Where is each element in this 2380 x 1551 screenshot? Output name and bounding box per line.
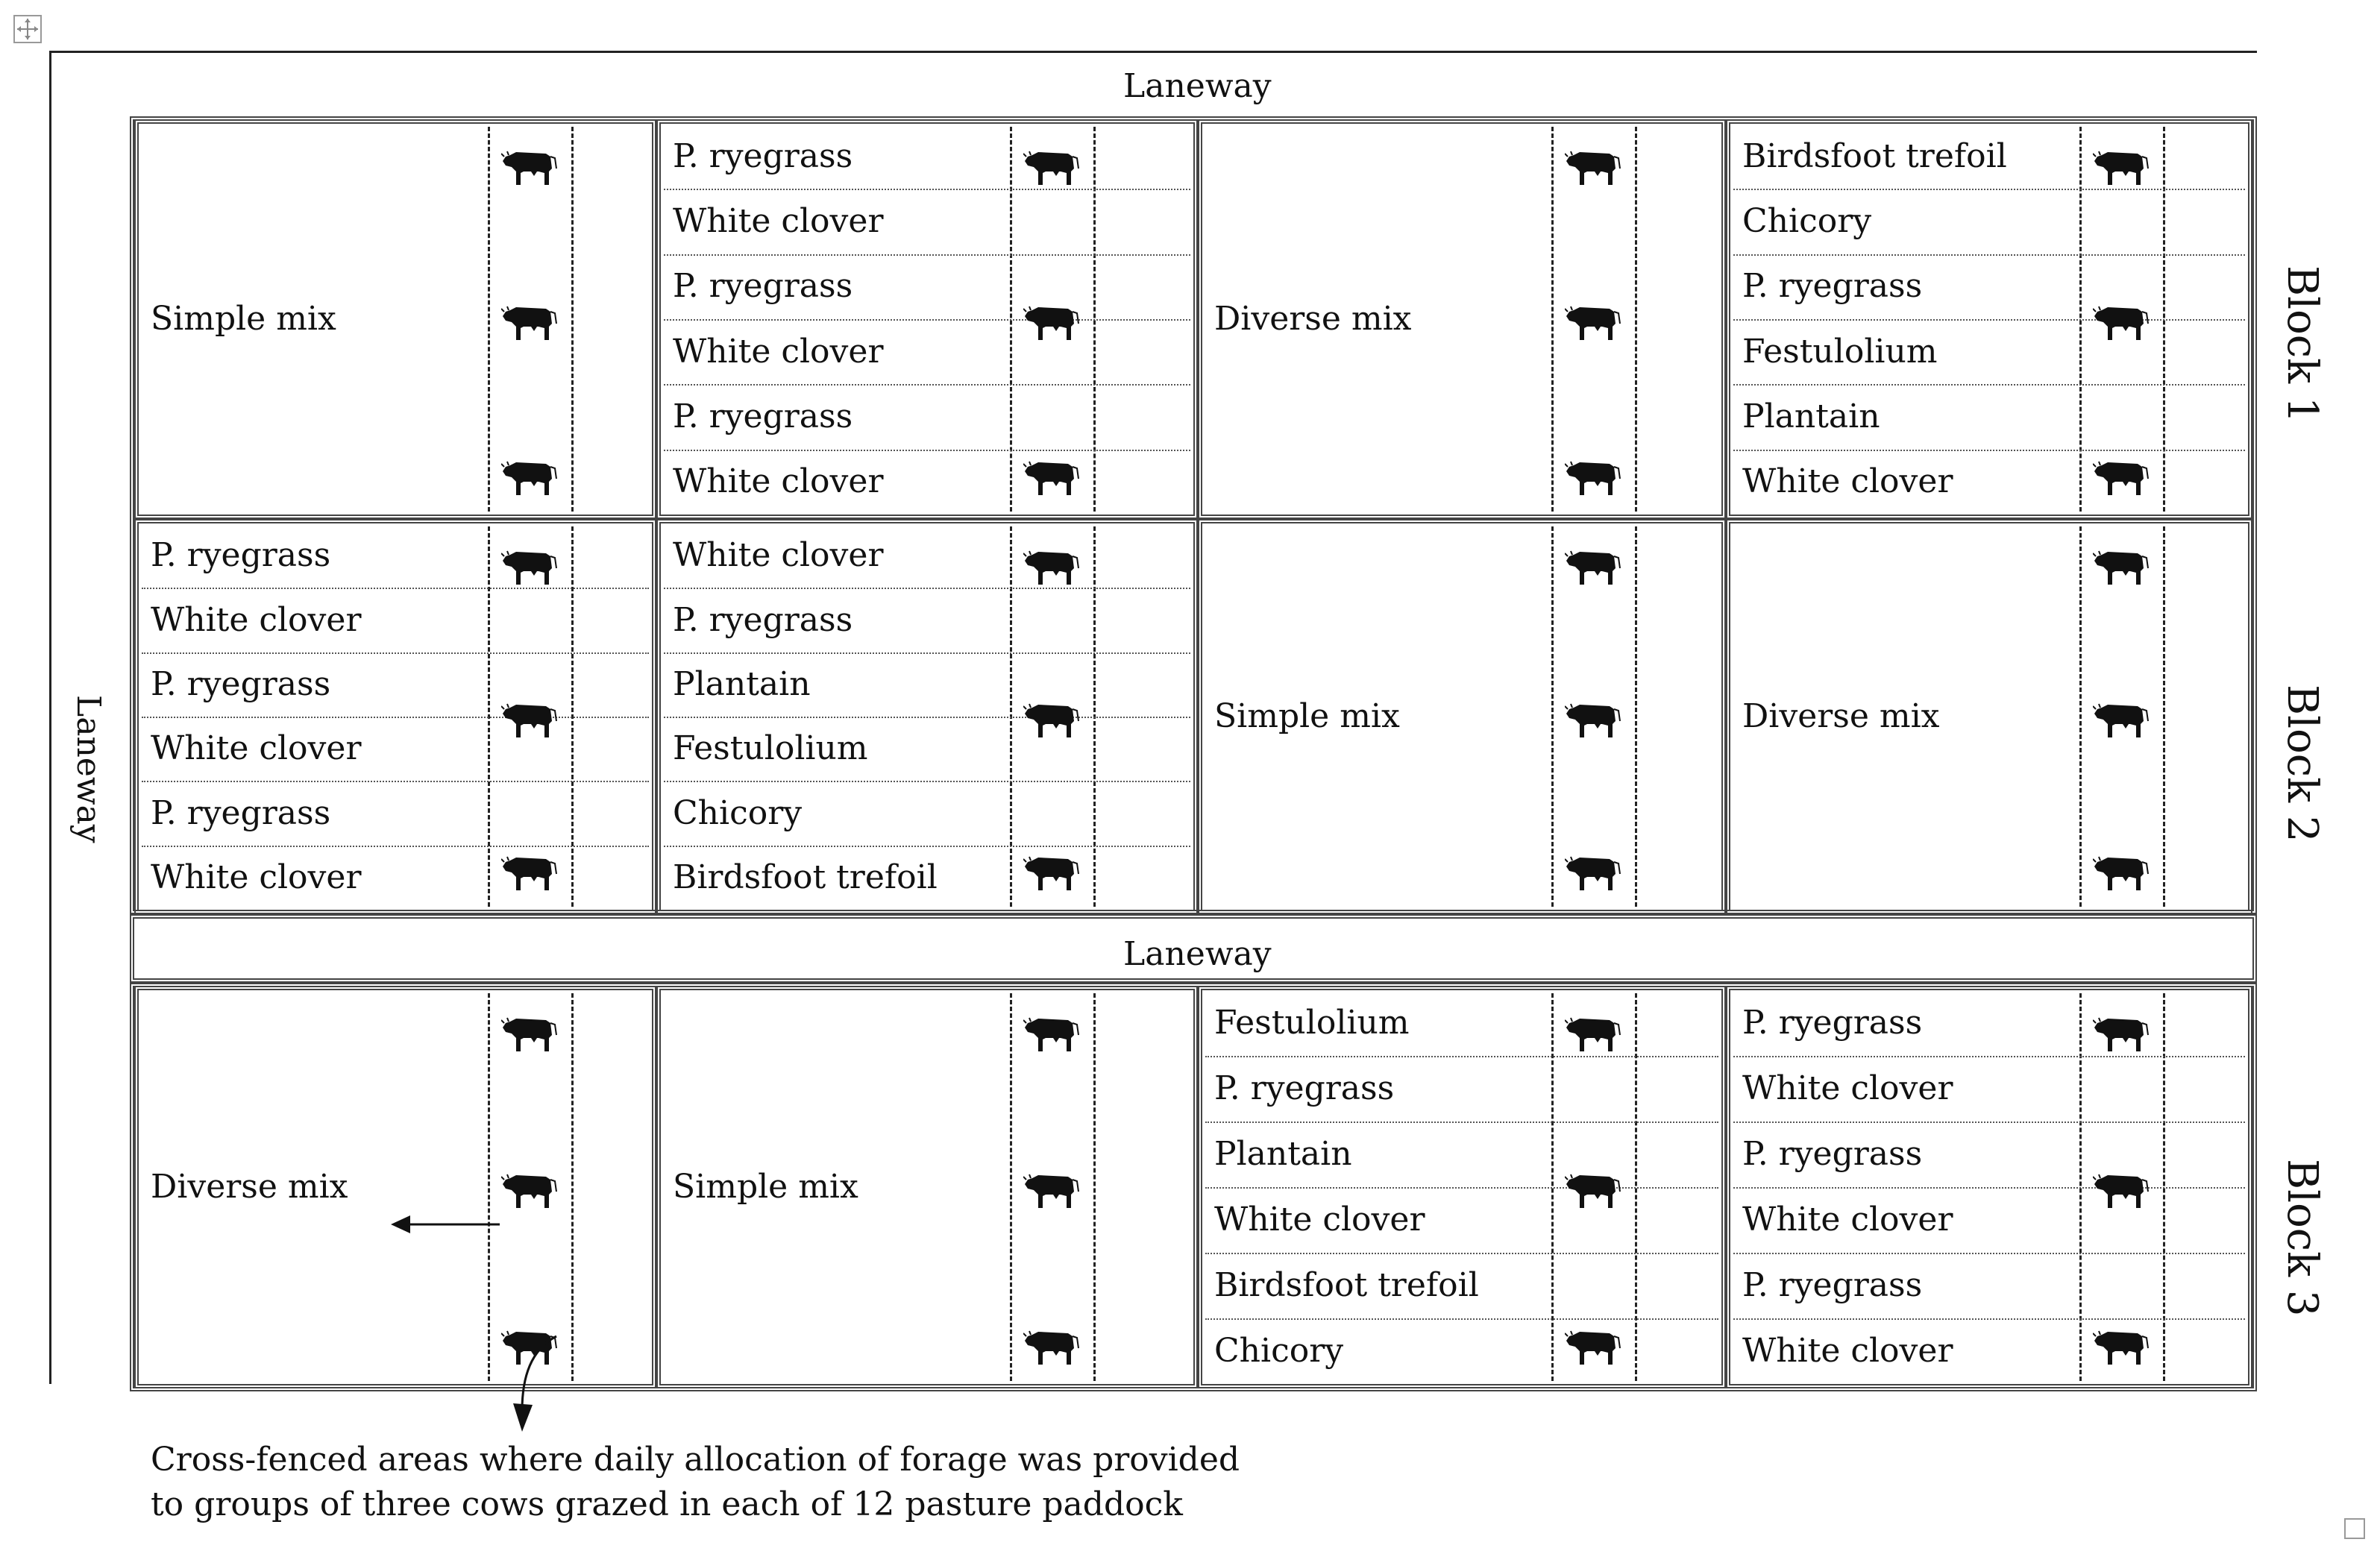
- strip-label: White clover: [673, 462, 884, 501]
- cross-fence-line: [2079, 526, 2082, 907]
- strip-label: Plantain: [1214, 1135, 1352, 1173]
- strip-divider: [1205, 1056, 1718, 1057]
- mix-label: Simple mix: [1214, 697, 1400, 735]
- strip-label: P. ryegrass: [673, 397, 853, 435]
- cow-icon: [2093, 1172, 2150, 1211]
- cow-icon: [1023, 304, 1080, 343]
- strip-divider: [664, 846, 1190, 847]
- outer-left-border: [49, 51, 51, 1384]
- cow-icon: [1023, 459, 1080, 498]
- arrow-left-icon: [388, 1209, 507, 1239]
- cow-icon: [1565, 304, 1621, 343]
- strip-divider: [1733, 1056, 2245, 1057]
- strip-divider: [664, 319, 1190, 321]
- strip-divider: [142, 652, 649, 654]
- cow-icon: [2093, 149, 2150, 188]
- cow-icon: [1023, 1172, 1080, 1211]
- mix-label: Simple mix: [673, 1168, 858, 1206]
- cow-icon: [501, 702, 558, 740]
- cross-fence-line: [1635, 127, 1637, 512]
- strip-divider: [1733, 1187, 2245, 1189]
- cross-fence-line: [1551, 526, 1554, 907]
- block-2-label: Block 2: [2278, 685, 2326, 843]
- strip-label: P. ryegrass: [673, 600, 853, 639]
- caption-line-2: to groups of three cows grazed in each of 12 pasture paddock: [151, 1485, 1183, 1523]
- strip-divider: [1733, 384, 2245, 386]
- strip-label: Plantain: [673, 664, 811, 703]
- cow-icon: [1023, 1016, 1080, 1054]
- strip-label: White clover: [151, 729, 362, 768]
- cross-fence-line: [1551, 127, 1554, 512]
- cross-fence-line: [1010, 993, 1012, 1381]
- cow-icon: [1023, 855, 1080, 893]
- strip-divider: [1733, 1121, 2245, 1123]
- pointer-arrow-icon: [492, 1332, 574, 1436]
- laneway-top-label: Laneway: [1123, 67, 1272, 105]
- strip-label: P. ryegrass: [1214, 1069, 1395, 1107]
- strip-label: Chicory: [1742, 202, 1872, 240]
- laneway-middle-label: Laneway: [1123, 935, 1272, 973]
- strip-label: Birdsfoot trefoil: [1742, 136, 2007, 175]
- strip-label: P. ryegrass: [1742, 267, 1923, 306]
- cow-icon: [1023, 149, 1080, 188]
- cow-icon: [501, 149, 558, 188]
- mix-label: Simple mix: [151, 300, 336, 338]
- strip-label: Chicory: [673, 793, 803, 832]
- strip-divider: [1733, 189, 2245, 190]
- cow-icon: [1565, 149, 1621, 188]
- cow-icon: [1565, 1329, 1621, 1368]
- move-handle-icon[interactable]: [13, 15, 42, 43]
- cow-icon: [1565, 702, 1621, 740]
- cow-icon: [1565, 549, 1621, 588]
- strip-divider: [1733, 1318, 2245, 1320]
- strip-label: P. ryegrass: [151, 536, 331, 575]
- strip-label: P. ryegrass: [1742, 1135, 1923, 1173]
- cow-icon: [2093, 304, 2150, 343]
- strip-divider: [1733, 254, 2245, 256]
- cow-icon: [1565, 1016, 1621, 1054]
- cow-icon: [2093, 459, 2150, 498]
- strip-label: White clover: [1214, 1201, 1425, 1239]
- strip-label: P. ryegrass: [151, 664, 331, 703]
- strip-divider: [664, 717, 1190, 718]
- block-1-label: Block 1: [2278, 265, 2326, 424]
- cross-fence-line: [488, 993, 490, 1381]
- cow-icon: [2093, 855, 2150, 893]
- cow-icon: [501, 549, 558, 588]
- strip-divider: [1205, 1318, 1718, 1320]
- cow-icon: [2093, 702, 2150, 740]
- strip-divider: [142, 717, 649, 718]
- cow-icon: [1023, 702, 1080, 740]
- resize-handle-icon[interactable]: [2344, 1518, 2365, 1539]
- strip-label: White clover: [1742, 462, 1953, 501]
- strip-label: Birdsfoot trefoil: [1214, 1266, 1479, 1304]
- strip-divider: [1733, 450, 2245, 451]
- cow-icon: [1023, 1329, 1080, 1368]
- cow-icon: [2093, 549, 2150, 588]
- strip-label: Festulolium: [673, 729, 868, 768]
- cross-fence-line: [2163, 526, 2165, 907]
- cow-icon: [2093, 1016, 2150, 1054]
- strip-label: P. ryegrass: [151, 793, 331, 832]
- strip-label: White clover: [1742, 1069, 1953, 1107]
- cow-icon: [501, 855, 558, 893]
- laneway-left-label: Laneway: [69, 695, 107, 843]
- strip-label: White clover: [673, 202, 884, 240]
- strip-label: Festulolium: [1742, 332, 1938, 371]
- strip-divider: [664, 781, 1190, 782]
- cow-icon: [1565, 855, 1621, 893]
- block-3-label: Block 3: [2278, 1159, 2326, 1317]
- cross-fence-line: [571, 993, 574, 1381]
- strip-label: P. ryegrass: [673, 136, 853, 175]
- strip-divider: [664, 189, 1190, 190]
- strip-label: Festulolium: [1214, 1004, 1410, 1042]
- cow-icon: [501, 304, 558, 343]
- strip-divider: [664, 254, 1190, 256]
- strip-label: P. ryegrass: [673, 267, 853, 306]
- cow-icon: [501, 459, 558, 498]
- strip-label: White clover: [673, 332, 884, 371]
- outer-top-border: [49, 51, 2257, 53]
- cross-fence-line: [571, 127, 574, 512]
- cow-icon: [2093, 1329, 2150, 1368]
- cross-fence-line: [1635, 526, 1637, 907]
- strip-divider: [664, 384, 1190, 386]
- strip-divider: [1205, 1253, 1718, 1254]
- caption-line-1: Cross-fenced areas where daily allocation of forage was provided: [151, 1441, 1240, 1479]
- mix-label: Diverse mix: [1214, 300, 1412, 338]
- cross-fence-line: [488, 127, 490, 512]
- strip-label: Chicory: [1214, 1332, 1344, 1370]
- strip-divider: [142, 781, 649, 782]
- mix-label: Diverse mix: [1742, 697, 1940, 735]
- cross-fence-line: [1093, 993, 1096, 1381]
- cow-icon: [1565, 459, 1621, 498]
- cow-icon: [1023, 549, 1080, 588]
- strip-divider: [142, 588, 649, 589]
- strip-divider: [1733, 1253, 2245, 1254]
- strip-divider: [1205, 1121, 1718, 1123]
- strip-label: P. ryegrass: [1742, 1004, 1923, 1042]
- strip-label: White clover: [1742, 1332, 1953, 1370]
- cow-icon: [501, 1172, 558, 1211]
- strip-divider: [664, 450, 1190, 451]
- strip-label: White clover: [673, 536, 884, 575]
- strip-label: P. ryegrass: [1742, 1266, 1923, 1304]
- strip-divider: [1205, 1187, 1718, 1189]
- cow-icon: [1565, 1172, 1621, 1211]
- strip-divider: [664, 588, 1190, 589]
- strip-divider: [142, 846, 649, 847]
- strip-label: Plantain: [1742, 397, 1880, 435]
- mix-label: Diverse mix: [151, 1168, 348, 1206]
- strip-label: White clover: [151, 600, 362, 639]
- cow-icon: [501, 1016, 558, 1054]
- strip-divider: [1733, 319, 2245, 321]
- strip-label: Birdsfoot trefoil: [673, 858, 938, 896]
- strip-label: White clover: [151, 858, 362, 896]
- strip-divider: [664, 652, 1190, 654]
- strip-label: White clover: [1742, 1201, 1953, 1239]
